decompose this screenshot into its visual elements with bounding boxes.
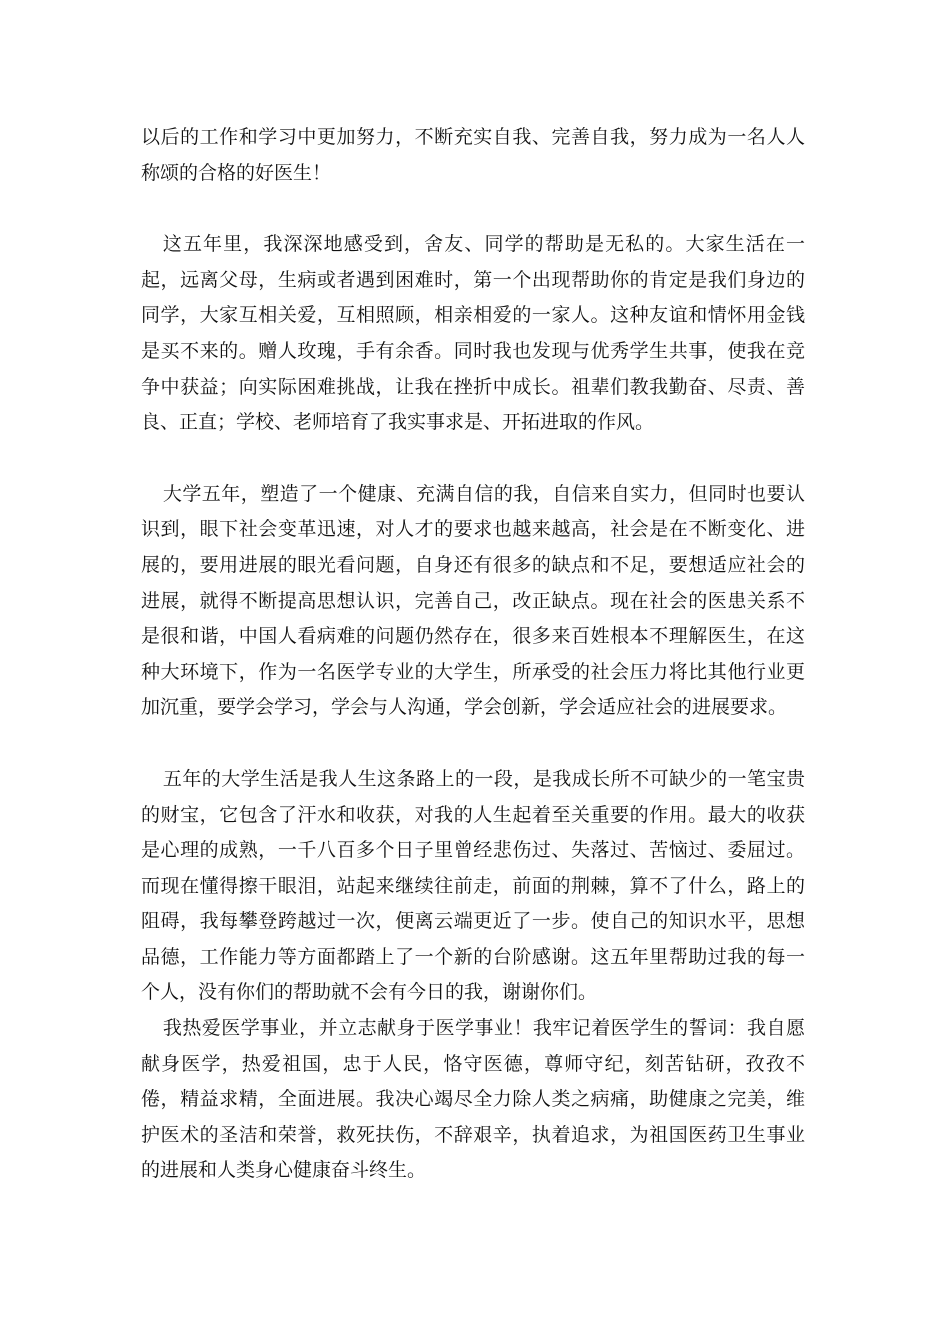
paragraph-2: 这五年里，我深深地感受到，舍友、同学的帮助是无私的。大家生活在一起，远离父母，生病或者遇到困难时，第一个出现帮助你的肯定是我们身边的同学，大家互相关爱，互相照顾，相亲相爱的一家人。这种友谊和情怀用金钱是买不来的。赠人玫瑰，手有余香。同时我也发现与优秀学生共事，使我在竞争中获益；向实际困难挑战，让我在挫折中成长。祖辈们教我勤奋、尽责、善良、正直；学校、老师培育了我实事求是、开拓进取的作风。 [141,233,805,434]
paragraph-4: 五年的大学生活是我人生这条路上的一段，是我成长所不可缺少的一笔宝贵的财宝，它包含了汗水和收获，对我的人生起着至关重要的作用。最大的收获是心理的成熟，一千八百多个日子里曾经悲伤过、失落过、苦恼过、委屈过。而现在懂得擦干眼泪，站起来继续往前走，前面的荆棘，算不了什么，路上的阻碍，我每攀登跨越过一次，便离云端更近了一步。使自己的知识水平，思想品德，工作能力等方面都踏上了一个新的台阶感谢。这五年里帮助过我的每一个人，没有你们的帮助就不会有今日的我，谢谢你们。 [141,767,805,1004]
paragraph-3: 大学五年，塑造了一个健康、充满自信的我，自信来自实力，但同时也要认识到，眼下社会变革迅速，对人才的要求也越来越高，社会是在不断变化、进展的，要用进展的眼光看问题，自身还有很多的缺点和不足，要想适应社会的进展，就得不断提高思想认识，完善自己，改正缺点。现在社会的医患关系不是很和谐，中国人看病难的问题仍然存在，很多来百姓根本不理解医生，在这种大环境下，作为一名医学专业的大学生，所承受的社会压力将比其他行业更加沉重，要学会学习，学会与人沟通，学会创新，学会适应社会的进展要求。 [141,482,805,719]
paragraph-5: 我热爱医学事业，并立志献身于医学事业！我牢记着医学生的誓词：我自愿献身医学，热爱祖国，忠于人民，恪守医德，尊师守纪，刻苦钻研，孜孜不倦，精益求精，全面进展。我决心竭尽全力除人类之病痛，助健康之完美，维护医术的圣洁和荣誉，救死扶伤，不辞艰辛，执着追求，为祖国医药卫生事业的进展和人类身心健康奋斗终生。 [141,1017,805,1182]
paragraph-1: 以后的工作和学习中更加努力，不断充实自我、完善自我，努力成为一名人人称颂的合格的好医生！ [141,126,805,184]
document-body [141,120,805,1189]
